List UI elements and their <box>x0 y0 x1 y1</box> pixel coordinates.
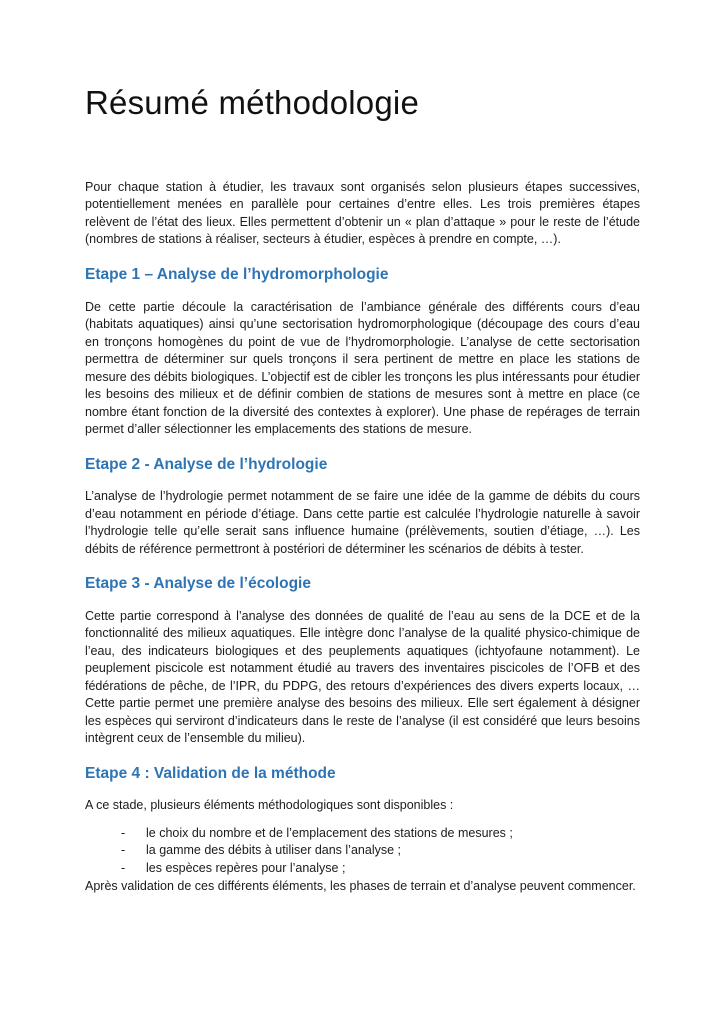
bullet-text: le choix du nombre et de l’emplacement des stations de mesures ; <box>146 825 513 840</box>
section-etape-1 <box>85 266 640 439</box>
section-heading-etape-3: Etape 3 - Analyse de l’écologie <box>85 575 311 593</box>
bullet-item <box>121 860 640 878</box>
section-heading-etape-1: Etape 1 – Analyse de l’hydromorphologie <box>85 265 389 283</box>
bullet-text: les espèces repères pour l’analyse ; <box>146 860 346 875</box>
intro-paragraph: Pour chaque station à étudier, les travaux sont organisés selon plusieurs étapes successives, potentiellement menées en parallèle pour certaines d’entre elles. Les trois premières étapes relèvent de l’état des lieux. Elles permettent d’obtenir un « plan d’attaque » pour le reste de l’étude (nombres de stations à réaliser, secteurs à étudier, espèces à prendre en compte, …). <box>85 179 640 247</box>
bullet-item <box>121 842 640 860</box>
closing-paragraph: Après validation de ces différents éléments, les phases de terrain et d’analyse peuvent commencer. <box>85 879 636 894</box>
bullet-dash-icon: - <box>121 860 126 875</box>
bullet-list <box>121 825 640 878</box>
section-heading-etape-4: Etape 4 : Validation de la méthode <box>85 764 336 782</box>
section-lead-etape-4: A ce stade, plusieurs éléments méthodologiques sont disponibles : <box>85 798 454 813</box>
section-etape-4 <box>85 765 640 896</box>
bullet-item <box>121 825 640 843</box>
bullet-dash-icon: - <box>121 825 126 840</box>
bullet-text: la gamme des débits à utiliser dans l’analyse ; <box>146 843 401 858</box>
bullet-dash-icon: - <box>121 843 126 858</box>
section-heading-etape-2: Etape 2 - Analyse de l’hydrologie <box>85 455 328 473</box>
section-etape-3 <box>85 575 640 748</box>
document-title: Résumé méthodologie <box>85 84 419 121</box>
section-body-etape-3: Cette partie correspond à l’analyse des données de qualité de l’eau au sens de la DCE et de la fonctionnalité des milieux aquatiques. Elle intègre donc l’analyse de la qualité physico-chimique de l’eau, des indicateurs biologiques et des peuplements aquatiques (ichtyofaune notamment). Le peuplement piscicole est notamment étudié au travers des inventaires piscicoles de l’OFB et des fédérations de pêche, de l’IPR, du PDPG, des retours d’expériences des divers experts locaux, … Cette partie permet une première analyse des besoins des milieux. Elle sert également à désigner les espèces qui serviront d’indicateurs dans le reste de l’analyse (il est considéré que leurs besoins intègrent ceux de l’ensemble du milieu). <box>85 608 640 746</box>
section-body-etape-1: De cette partie découle la caractérisation de l’ambiance générale des différents cours d’eau (habitats aquatiques) ainsi qu’une sectorisation hydromorphologique (découpage des cours d’eau en tronçons homogènes du point de vue de l’hydromorphologie. L’analyse de cette sectorisation permettra de déterminer sur quels tronçons il sera pertinent de mettre en place les stations de mesure des débits biologiques. L’objectif est de cibler les tronçons les plus intéressants pour étudier les besoins des milieux et de définir combien de stations de mesures sont à mettre en place (ce nombre étant fonction de la diversité des contextes à explorer). Une phase de repérages de terrain permet d’aller sélectionner les emplacements des stations de mesure. <box>85 299 640 437</box>
section-etape-2 <box>85 456 640 559</box>
section-body-etape-2: L’analyse de l’hydrologie permet notamment de se faire une idée de la gamme de débits du cours d’eau notamment en période d’étiage. Dans cette partie est calculée l’hydrologie naturelle à savoir l’hydrologie telle qu’elle serait sans influence humaine (prélèvements, soutien d’étiage, …). Les débits de référence permettront à postériori de déterminer les scénarios de débits à tester. <box>85 489 640 556</box>
